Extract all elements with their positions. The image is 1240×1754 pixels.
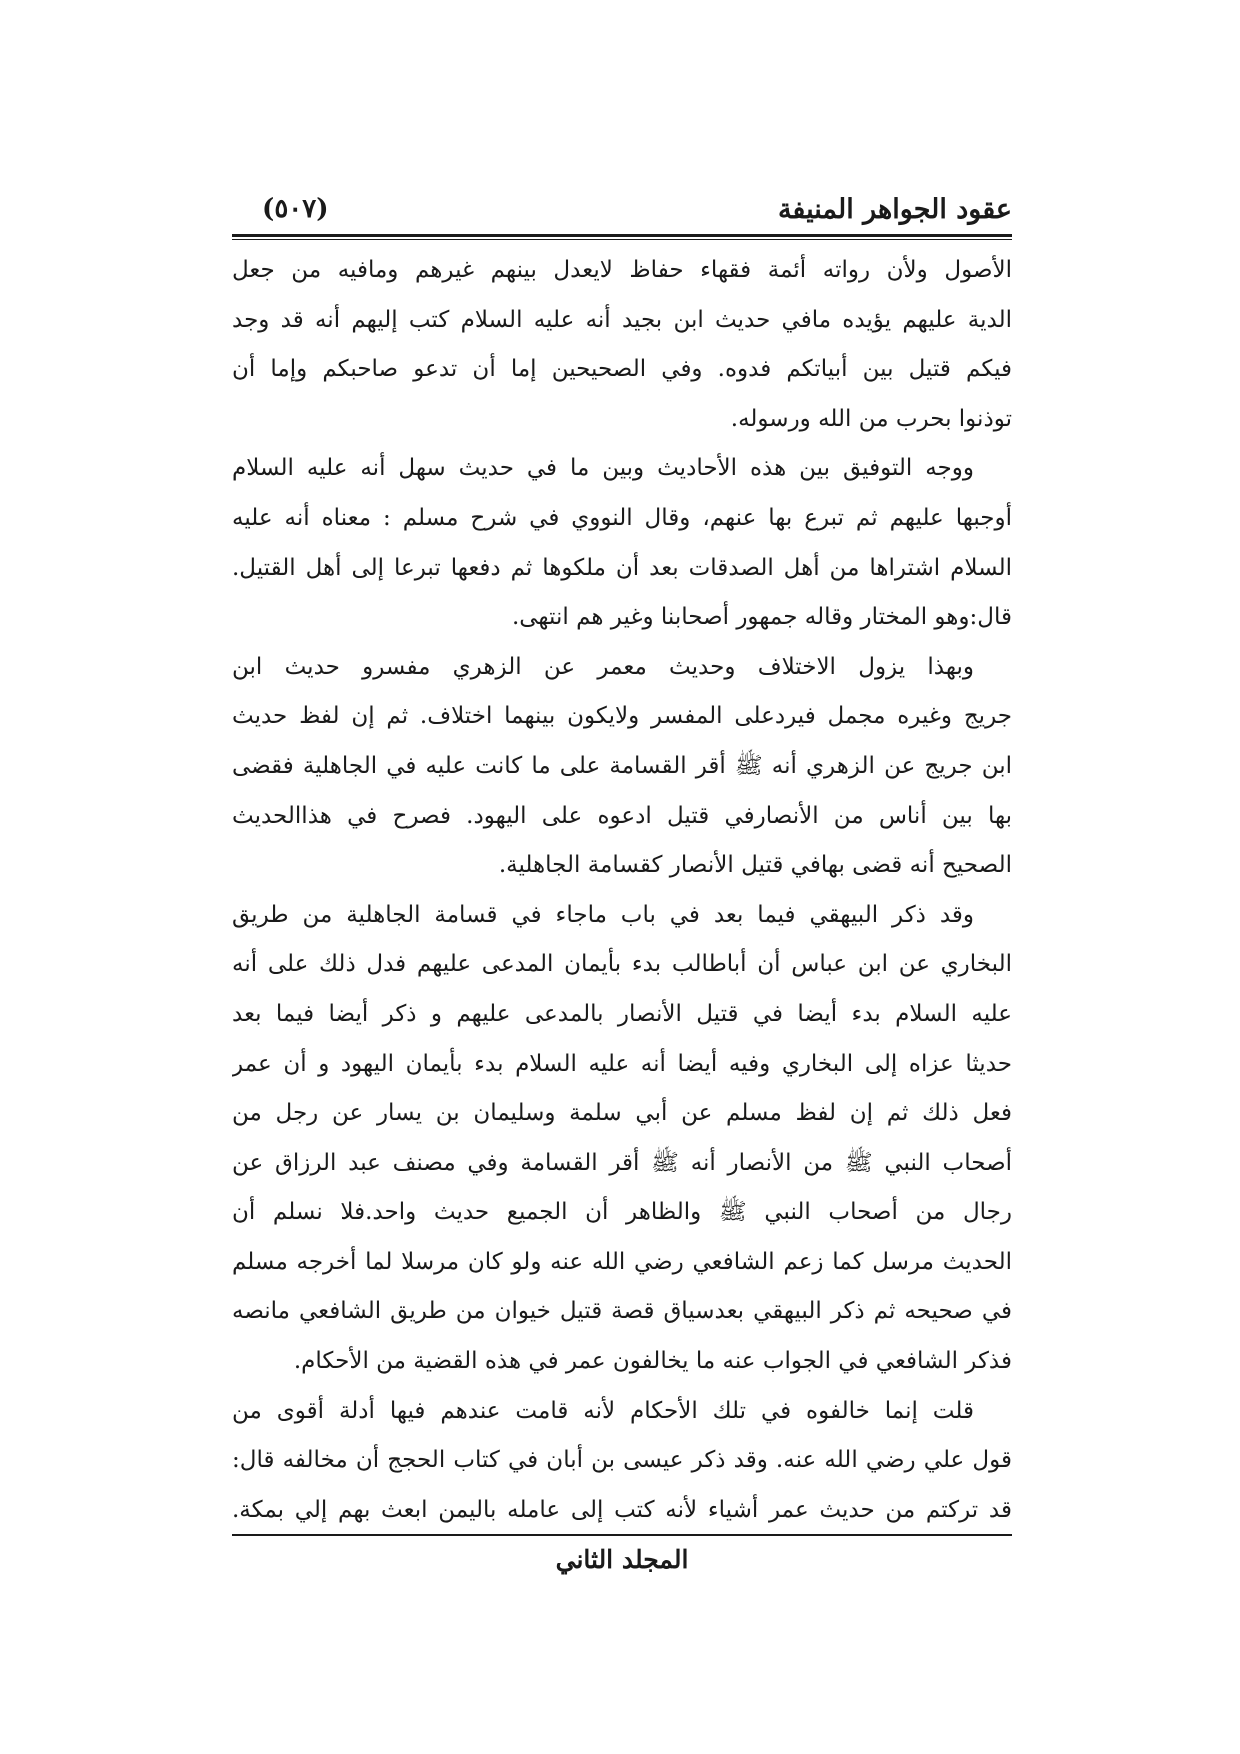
text-line: توذنوا بحرب من الله ورسوله. — [730, 405, 1012, 432]
text-line: الدية عليهم يؤيده مافي حديث ابن بجيد أنه عليه السلام كتب إليهم أنه قد وجد — [232, 306, 1012, 333]
text-line: قد تركتم من حديث عمر أشياء لأنه كتب إلى عامله باليمن ابعث بهم إلي بمكة. — [232, 1496, 1012, 1523]
text-line: ابن جريج عن الزهري أنه ﷺ أقر القسامة على ما كانت عليه في الجاهلية فقضى — [232, 752, 1012, 779]
paragraph-first-line: ووجه التوفيق بين هذه الأحاديث وبين ما في حديث سهل أنه عليه السلام — [232, 455, 974, 482]
text-line: الحديث مرسل كما زعم الشافعي رضي الله عنه ولو كان مرسلا لما أخرجه مسلم — [232, 1248, 1012, 1275]
text-line: أوجبها عليهم ثم تبرع بها عنهم، وقال النووي في شرح مسلم : معناه أنه عليه — [232, 504, 1012, 531]
text-line: في صحيحه ثم ذكر البيهقي بعدسياق قصة قتيل خيوان من طريق الشافعي مانصه — [232, 1298, 1012, 1325]
header-rule — [232, 234, 1012, 240]
body-text — [232, 246, 1012, 1535]
text-line: حديثا عزاه إلى البخاري وفيه أيضا أنه عليه السلام بدء بأيمان اليهود و أن عمر — [232, 1050, 1012, 1077]
page-number: (٥٠٧) — [262, 194, 329, 224]
text-line: عليه السلام بدء أيضا في قتيل الأنصار بالمدعى عليهم و ذكر أيضا فيما بعد — [232, 1000, 1012, 1027]
paragraph-first-line: وبهذا يزول الاختلاف وحديث معمر عن الزهري مفسرو حديث ابن — [232, 653, 974, 680]
text-line: جريج وغيره مجمل فيردعلى المفسر ولايكون بينهما اختلاف. ثم إن لفظ حديث — [232, 703, 1012, 730]
text-line: بها بين أناس من الأنصارفي قتيل ادعوه على اليهود. فصرح في هذاالحديث — [232, 802, 1012, 829]
text-line: فيكم قتيل بين أبياتكم فدوه. وفي الصحيحين إما أن تدعو صاحبكم وإما أن — [232, 356, 1012, 383]
header-rule-thick — [232, 234, 1012, 237]
text-line: فذكر الشافعي في الجواب عنه ما يخالفون عمر في هذه القضية من الأحكام. — [293, 1348, 1012, 1375]
text-line: الصحيح أنه قضى بهافي قتيل الأنصار كقسامة الجاهلية. — [498, 852, 1012, 879]
paragraph-first-line: قلت إنما خالفوه في تلك الأحكام لأنه قامت عندهم فيها أدلة أقوى من — [232, 1397, 974, 1424]
text-line: فعل ذلك ثم إن لفظ مسلم عن أبي سلمة وسليمان بن يسار عن رجل من — [232, 1100, 1012, 1127]
text-line: أصحاب النبي ﷺ من الأنصار أنه ﷺ أقر القسامة وفي مصنف عبد الرزاق عن — [232, 1149, 1012, 1176]
text-line: السلام اشتراها من أهل الصدقات بعد أن ملكوها ثم دفعها تبرعا إلى أهل القتيل. — [232, 554, 1012, 581]
text-line: رجال من أصحاب النبي ﷺ والظاهر أن الجميع حديث واحد.فلا نسلم أن — [232, 1199, 1012, 1226]
header-rule-thin — [232, 239, 1012, 240]
text-line: قال:وهو المختار وقاله جمهور أصحابنا وغير هم انتهى. — [511, 604, 1012, 631]
text-line: البخاري عن ابن عباس أن أباطالب بدء بأيمان المدعى عليهم فدل ذلك على أنه — [232, 951, 1012, 978]
text-line: قول علي رضي الله عنه. وقد ذكر عيسى بن أبان في كتاب الحجج أن مخالفه قال: — [232, 1447, 1012, 1474]
book-title: عقود الجواهر المنيفة — [777, 193, 1012, 225]
volume-label: المجلد الثاني — [555, 1545, 689, 1574]
footer-rule — [232, 1534, 1012, 1536]
running-header — [232, 186, 1012, 232]
paragraph-first-line: وقد ذكر البيهقي فيما بعد في باب ماجاء في قسامة الجاهلية من طريق — [232, 901, 974, 928]
text-line: الأصول ولأن رواته أئمة فقهاء حفاظ لايعدل بينهم غيرهم ومافيه من جعل — [232, 257, 1012, 283]
